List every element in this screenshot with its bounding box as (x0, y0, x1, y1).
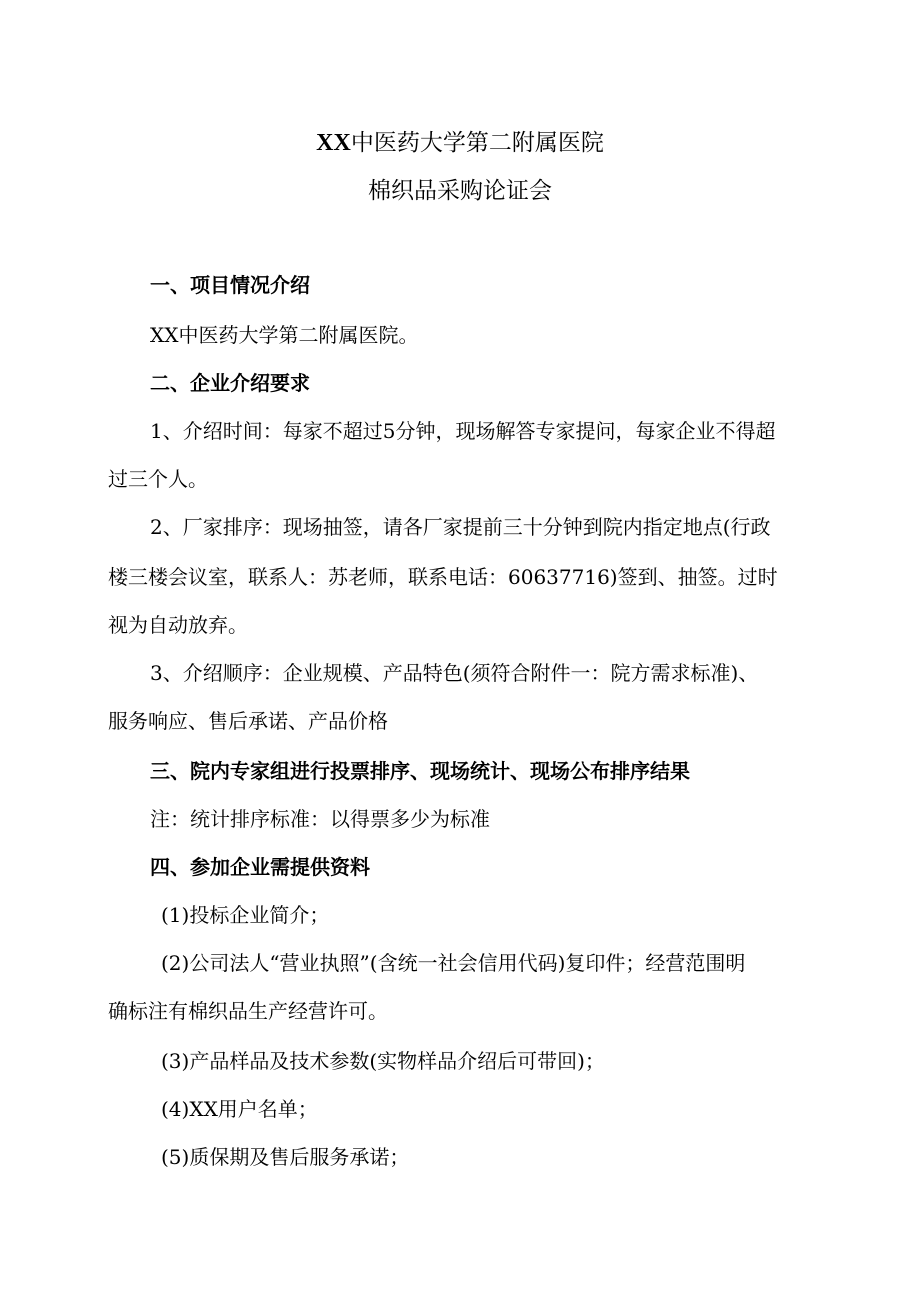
requirement-2-line-2: 确标注有棉织品生产经营许可。 (108, 999, 388, 1023)
section-2-heading: 二、企业介绍要求 (150, 371, 310, 395)
section-4-heading: 四、参加企业需提供资料 (150, 855, 370, 879)
item-2-line-2: 楼三楼会议室，联系人：苏老师，联系电话：60637716)签到、抽签。过时 (108, 565, 778, 589)
item-2-line-1: 2、厂家排序：现场抽签，请各厂家提前三十分钟到院内指定地点(行政 (150, 515, 771, 539)
item-3-line-1: 3、介绍顺序：企业规模、产品特色(须符合附件一：院方需求标准)、 (150, 661, 759, 685)
section-1-heading: 一、项目情况介绍 (150, 273, 310, 297)
requirement-3: (3)产品样品及技术参数(实物样品介绍后可带回)； (161, 1049, 605, 1073)
item-1-line-1: 1、介绍时间：每家不超过5分钟，现场解答专家提问，每家企业不得超 (150, 419, 776, 443)
requirement-5: (5)质保期及售后服务承诺； (161, 1145, 410, 1169)
document-title-line-2: 棉织品采购论证会 (368, 178, 552, 204)
item-1-line-2: 过三个人。 (108, 467, 208, 491)
requirement-4: (4)XX用户名单； (161, 1097, 318, 1121)
note-text: 注：统计排序标准：以得票多少为标准 (150, 807, 490, 831)
title-xx-prefix: XX (316, 130, 351, 156)
item-2-line-3: 视为自动放弃。 (108, 613, 248, 637)
section-1-text: XX中医药大学第二附属医院。 (150, 323, 419, 347)
section-3-heading: 三、院内专家组进行投票排序、现场统计、现场公布排序结果 (150, 759, 690, 783)
requirement-2-line-1: (2)公司法人“营业执照”(含统一社会信用代码)复印件；经营范围明 (161, 951, 746, 975)
title-hospital-name: 中医药大学第二附属医院 (350, 130, 604, 156)
requirement-1: (1)投标企业简介； (161, 903, 330, 927)
document-title-line-1 (0, 127, 920, 159)
item-3-line-2: 服务响应、售后承诺、产品价格 (108, 709, 388, 733)
